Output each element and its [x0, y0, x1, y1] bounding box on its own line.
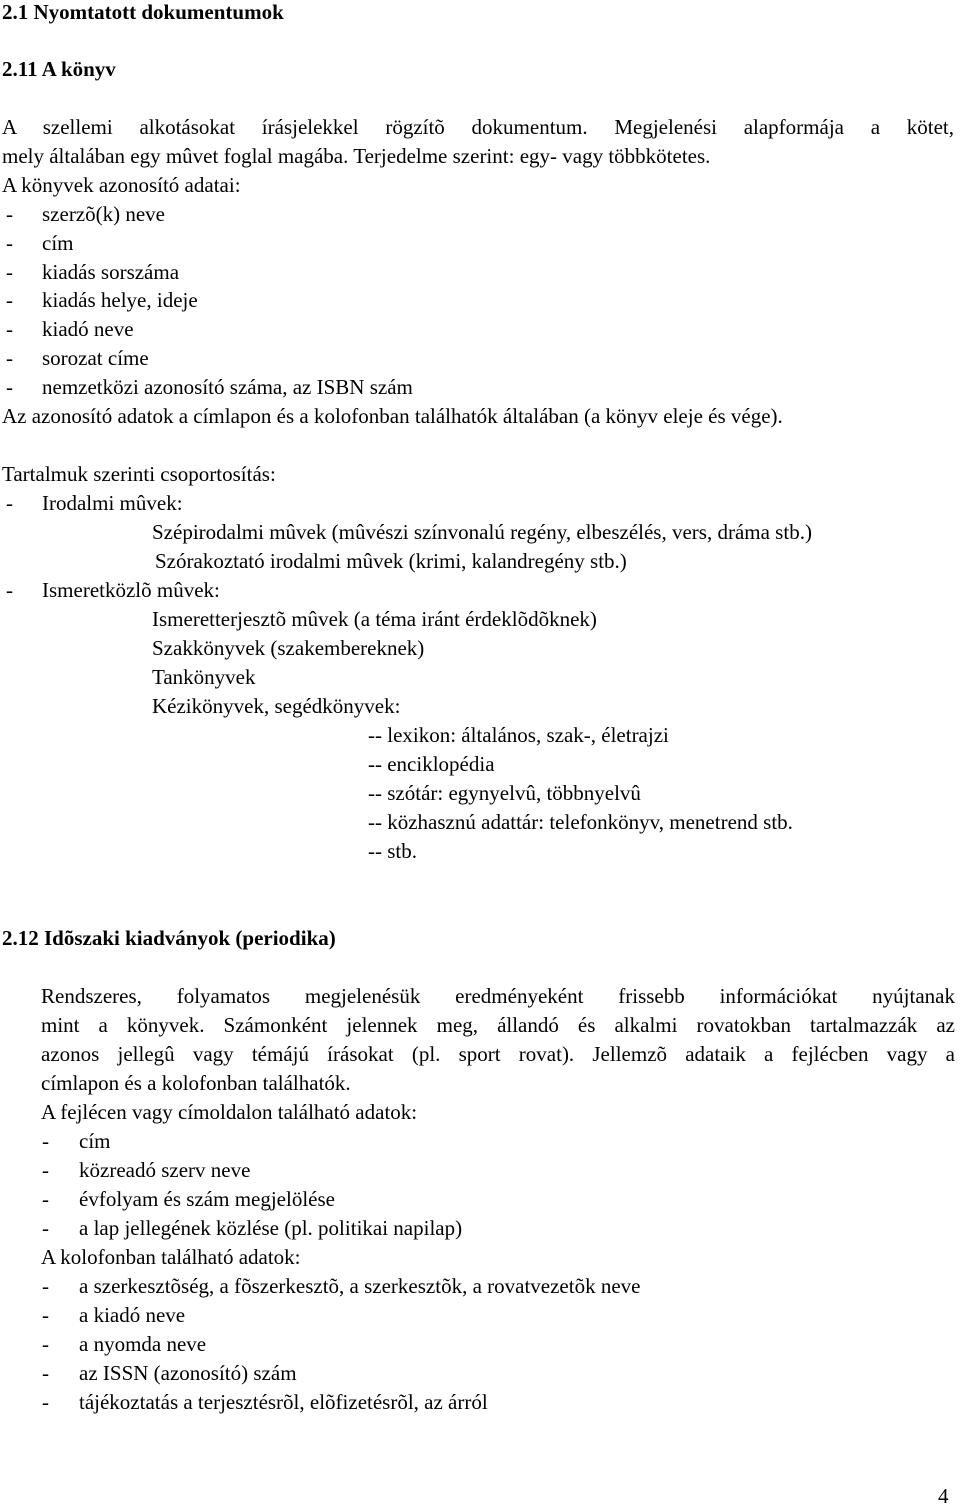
- list-item-text: szerzõ(k) neve: [42, 202, 166, 226]
- list-dash: -: [42, 1129, 49, 1153]
- header-data-intro: A fejlécen vagy címoldalon található adatok:: [41, 1100, 418, 1124]
- list-dash: -: [6, 491, 13, 515]
- list-item-text: kiadás sorszáma: [42, 260, 180, 284]
- list-dash: -: [6, 375, 13, 399]
- list-item-text: a lap jellegének közlése (pl. politikai napilap): [79, 1216, 463, 1240]
- list-dash: -: [42, 1187, 49, 1211]
- list-item-text: cím: [79, 1129, 111, 1153]
- colophon-data-intro: A kolofonban található adatok:: [41, 1245, 301, 1269]
- literary-item: Szórakoztató irodalmi mûvek (krimi, kalandregény stb.): [155, 549, 627, 573]
- list-dash: -: [42, 1361, 49, 1385]
- list-dash: -: [42, 1332, 49, 1356]
- book-intro-line-1: A szellemi alkotásokat írásjelekkel rögzítõ dokumentum. Megjelenési alapformája a kötet,: [2, 115, 954, 139]
- section-heading-periodicals: 2.12 Idõszaki kiadványok (periodika): [2, 926, 336, 950]
- list-item-text: a nyomda neve: [79, 1332, 207, 1356]
- list-item-text: közreadó szerv neve: [79, 1158, 251, 1182]
- handbook-item: -- enciklopédia: [368, 752, 495, 776]
- book-ids-location: Az azonosító adatok a címlapon és a kolofonban találhatók általában (a könyv eleje és vége).: [2, 404, 783, 428]
- list-dash: -: [6, 317, 13, 341]
- section-heading-book: 2.11 A könyv: [2, 57, 116, 81]
- book-ids-intro: A könyvek azonosító adatai:: [2, 173, 241, 197]
- list-item-text: az ISSN (azonosító) szám: [79, 1361, 297, 1385]
- knowledge-item: Szakkönyvek (szakembereknek): [152, 636, 425, 660]
- list-dash: -: [6, 202, 13, 226]
- list-dash: -: [42, 1390, 49, 1414]
- list-dash: -: [42, 1216, 49, 1240]
- list-item-text: a szerkesztõség, a fõszerkesztõ, a szerkesztõk, a rovatvezetõk neve: [79, 1274, 641, 1298]
- list-dash: -: [42, 1274, 49, 1298]
- list-item-text: tájékoztatás a terjesztésrõl, elõfizetésrõl, az árról: [79, 1390, 488, 1414]
- list-item-text: sorozat címe: [42, 346, 149, 370]
- book-content-intro: Tartalmuk szerinti csoportosítás:: [2, 462, 276, 486]
- handbook-item: -- stb.: [368, 839, 417, 863]
- periodicals-para-line: azonos jellegû vagy témájú írásokat (pl. sport rovat). Jellemzõ adataik a fejlécben vagy a: [41, 1042, 955, 1066]
- list-item-text: Irodalmi mûvek:: [42, 491, 183, 515]
- list-dash: -: [6, 346, 13, 370]
- handbook-item: -- lexikon: általános, szak-, életrajzi: [368, 723, 669, 747]
- knowledge-item: Ismeretterjesztõ mûvek (a téma iránt érdeklõdõknek): [152, 607, 597, 631]
- list-item-text: kiadó neve: [42, 317, 134, 341]
- page-number: 4: [938, 1484, 949, 1508]
- list-item-text: évfolyam és szám megjelölése: [79, 1187, 335, 1211]
- list-dash: -: [6, 231, 13, 255]
- list-item-text: kiadás helye, ideje: [42, 288, 198, 312]
- list-dash: -: [6, 260, 13, 284]
- periodicals-para-line: mint a könyvek. Számonként jelennek meg, állandó és alkalmi rovatokban tartalmazzák az: [41, 1013, 955, 1037]
- handbook-item: -- szótár: egynyelvû, többnyelvû: [368, 781, 641, 805]
- list-dash: -: [6, 578, 13, 602]
- list-item-text: Ismeretközlõ mûvek:: [42, 578, 220, 602]
- book-intro-line-2: mely általában egy mûvet foglal magába. Terjedelme szerint: egy- vagy többkötetes.: [2, 144, 711, 168]
- knowledge-item: Tankönyvek: [152, 665, 256, 689]
- list-dash: -: [42, 1158, 49, 1182]
- list-item-text: a kiadó neve: [79, 1303, 186, 1327]
- list-item-text: nemzetközi azonosító száma, az ISBN szám: [42, 375, 413, 399]
- periodicals-para-line: Rendszeres, folyamatos megjelenésük eredményeként frissebb információkat nyújtanak: [41, 984, 955, 1008]
- list-item-text: cím: [42, 231, 74, 255]
- section-heading-printed-documents: 2.1 Nyomtatott dokumentumok: [2, 0, 284, 24]
- periodicals-para-line: címlapon és a kolofonban találhatók.: [41, 1071, 351, 1095]
- handbook-item: -- közhasznú adattár: telefonkönyv, menetrend stb.: [368, 810, 793, 834]
- knowledge-item: Kézikönyvek, segédkönyvek:: [152, 694, 401, 718]
- literary-item: Szépirodalmi mûvek (mûvészi színvonalú regény, elbeszélés, vers, dráma stb.): [152, 520, 812, 544]
- list-dash: -: [42, 1303, 49, 1327]
- list-dash: -: [6, 288, 13, 312]
